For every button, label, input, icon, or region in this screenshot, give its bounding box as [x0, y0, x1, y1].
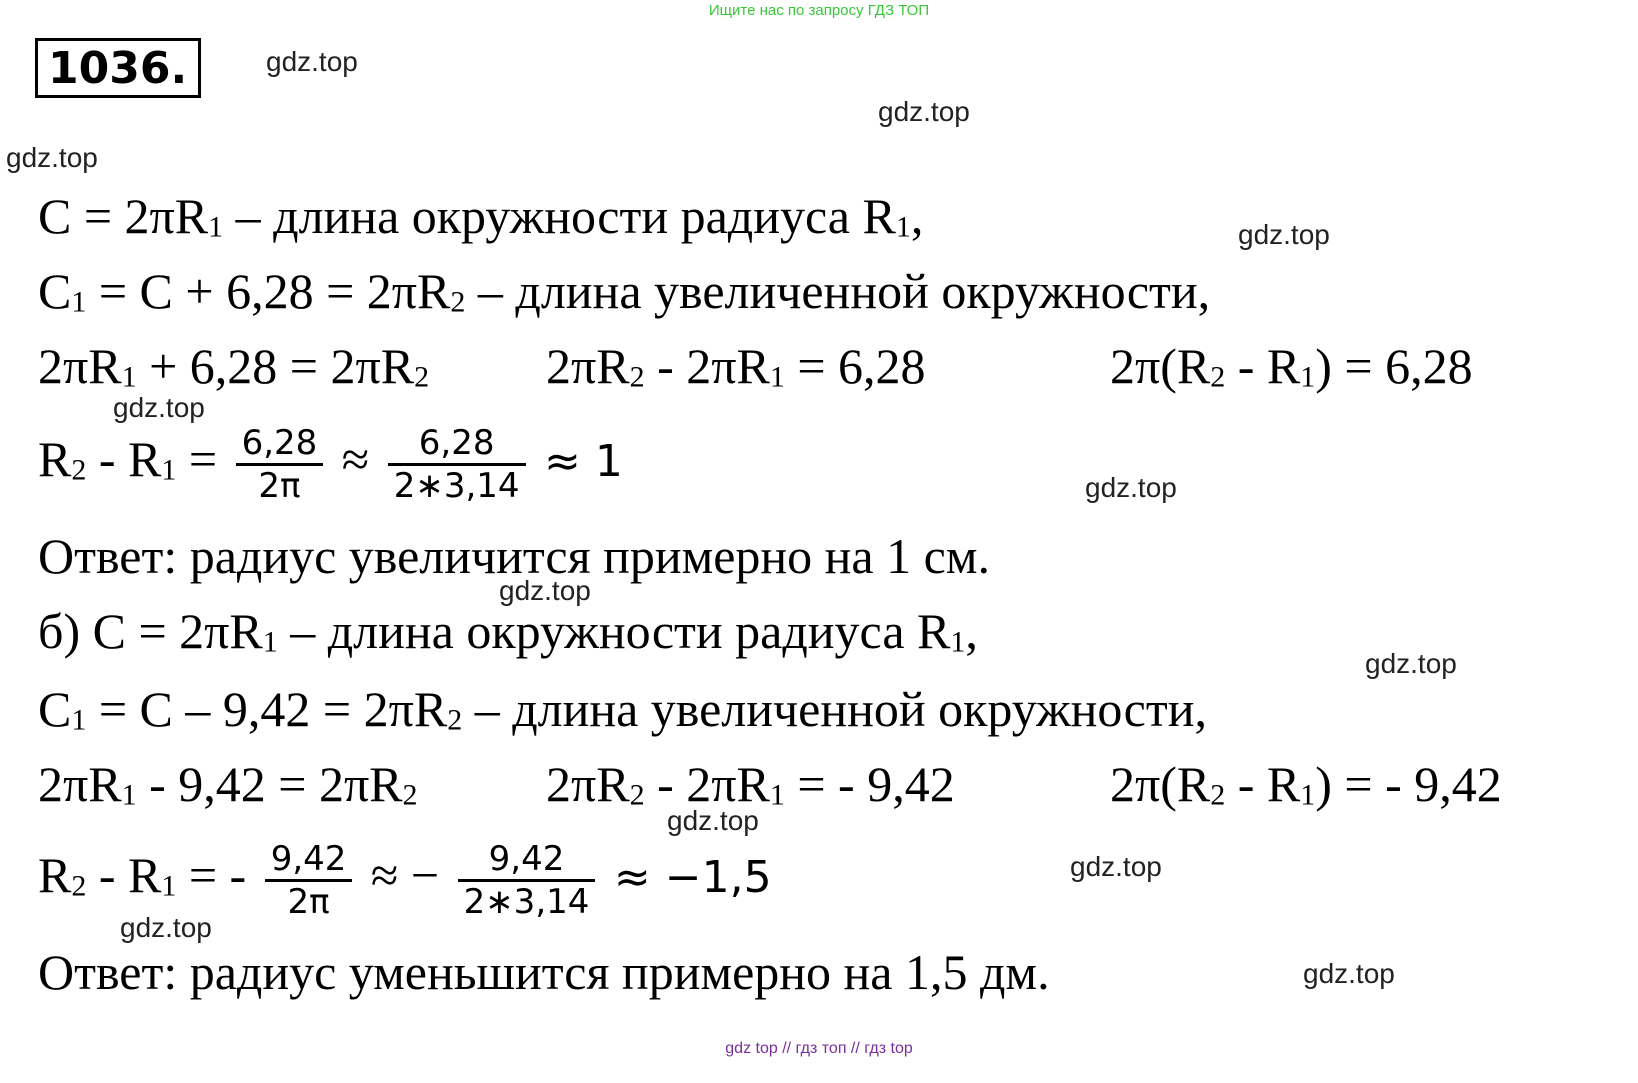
watermark: gdz.top: [1365, 648, 1457, 679]
solution-line-9: $R_2 - R_1$ = - $\frac{9,42}{2\pi}$ ≈ − $\frac{9,42}{2∗3,14}$ ≈ −1,5: [38, 839, 772, 923]
watermark: gdz.top: [1303, 958, 1395, 989]
watermark: gdz.top: [120, 912, 212, 943]
answer-2: Ответ: радиус уменьшится примерно на 1,5 дм.: [38, 944, 1050, 1000]
watermark: gdz.top: [1085, 472, 1177, 503]
watermark: gdz.top: [499, 575, 591, 606]
fraction-1: $\frac{6,28}{2\pi}$: [236, 423, 324, 506]
watermark: gdz.top: [266, 46, 358, 77]
solution-line-3-eq3: $2\pi(R_2 - R_1) = 6,28$: [1110, 338, 1473, 394]
watermark: gdz.top: [6, 142, 98, 173]
solution-line-8-eq1: $2\pi R_1 - 9,42 = 2\pi R_2$: [38, 756, 418, 812]
solution-line-4: $R_2 - R_1$ = $\frac{6,28}{2\pi}$ ≈ $\frac{6,28}{2∗3,14}$ ≈ 1: [38, 423, 623, 507]
watermark: gdz.top: [878, 96, 970, 127]
answer-1: Ответ: радиус увеличится примерно на 1 см.: [38, 528, 990, 584]
solution-line-2: $C_1 = C + 6,28 = 2\pi R_2$ – длина увеличенной окружности,: [38, 263, 1211, 319]
fraction-3: $\frac{9,42}{2\pi}$: [265, 839, 353, 922]
solution-line-8-eq2: $2\pi R_2 - 2\pi R_1$ = - 9,42: [546, 756, 955, 812]
watermark: gdz.top: [113, 392, 205, 423]
search-banner-link[interactable]: Ищите нас по запросу ГДЗ ТОП: [708, 2, 930, 19]
watermark: gdz.top: [667, 805, 759, 836]
watermark: gdz.top: [1070, 851, 1162, 882]
solution-line-6: б) $C = 2\pi R_1$ – длина окружности радиуса $R_1$,: [38, 603, 978, 659]
solution-line-3-eq1: $2\pi R_1 + 6,28 = 2\pi R_2$: [38, 338, 430, 394]
fraction-4: $\frac{9,42}{2∗3,14}$: [458, 839, 596, 922]
solution-line-7: $C_1 = C - 9,42 = 2\pi R_2$ – длина увеличенной окружности,: [38, 681, 1207, 737]
solution-line-3-eq2: $2\pi R_2 - 2\pi R_1 = 6,28$: [546, 338, 926, 394]
fraction-2: $\frac{6,28}{2∗3,14}$: [388, 423, 526, 506]
solution-line-8-eq3: $2\pi(R_2 - R_1)$ = - 9,42: [1110, 756, 1502, 812]
solution-line-1: $C = 2\pi R_1$ – длина окружности радиуса $R_1$,: [38, 188, 924, 244]
watermark: gdz.top: [1238, 219, 1330, 250]
footer-links[interactable]: gdz top // гдз топ // гдз top: [725, 1040, 913, 1057]
task-number: 1036.: [35, 38, 201, 98]
